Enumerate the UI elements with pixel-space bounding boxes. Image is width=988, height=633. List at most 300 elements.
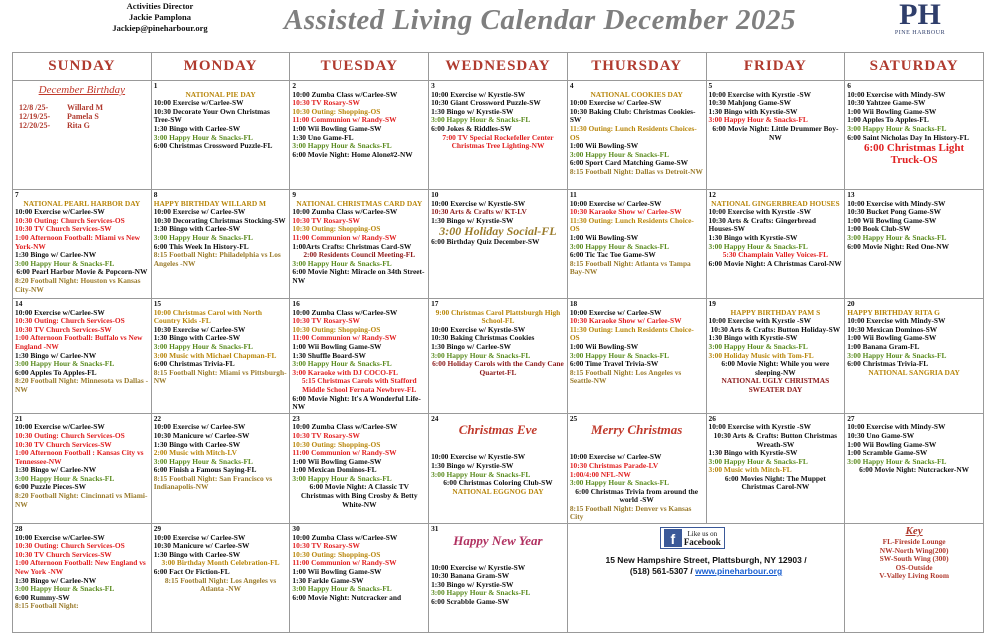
activity-item: 10:00 Exercise w/ Kyrstie-SW — [431, 89, 526, 99]
day-cell — [706, 413, 845, 523]
activity-item: 6:00 Saint Nicholas Day In History-FL — [847, 132, 969, 142]
activity-item: 1:30 Bingo w/ Carlee-NW — [15, 250, 97, 260]
day-number: 11 — [569, 190, 577, 199]
activity-item: 10:00 Exercise w/ Kyrstie-SW — [431, 452, 526, 462]
day-cell — [845, 190, 984, 299]
activity-item: 6:00 Puzzle Pieces-SW — [15, 482, 87, 492]
day-number: 16 — [292, 299, 300, 308]
activity-item: 3:00 Happy Hour & Snacks-FL — [569, 350, 670, 360]
activity-item: 6:00 Movie Night: A Classic TV Christmas with Bing Crosby & Betty White-NW — [300, 482, 418, 509]
day-number: 2 — [292, 81, 297, 90]
day-number: 18 — [569, 299, 578, 308]
day-cell — [567, 190, 706, 299]
activity-item: 10:30 Decorate Your Own Christmas Tree-SW — [153, 106, 270, 125]
activity-item: 11:30 Outing: Lunch Residents Choices-OS — [569, 123, 697, 142]
activity-item: 8:15 Football Night: Los Angeles vs Seattle-NW — [569, 367, 682, 386]
weekday-header-wednesday: WEDNESDAY — [429, 53, 568, 81]
activity-item: 6:00 This Week In History-FL — [153, 241, 249, 251]
activity-item: 6:00 Christmas Trivia-FL — [847, 359, 929, 369]
activity-item: 6:00 Christmas Trivia-FL — [153, 359, 235, 369]
activity-item: 11:00 Communion w/ Randy-SW — [292, 333, 397, 343]
day-number: 9 — [292, 190, 297, 199]
activity-item: 10:00 Exercise w/ Kyrstie-SW — [431, 324, 526, 334]
activity-item: 10:30 Manicure w/ Carlee-SW — [153, 430, 250, 440]
activity-item: 10:00 Exercise with Kyrstie -SW — [708, 316, 812, 326]
activity-item: 1:00 Scramble Game-SW — [847, 448, 928, 458]
weekday-header-friday: FRIDAY — [706, 53, 845, 81]
phone-line — [570, 566, 842, 577]
contact-role: Activities Director — [126, 1, 194, 11]
day-cell — [290, 524, 429, 633]
activity-item: 6:00 Movie Night: Nutcracker-NW — [859, 465, 970, 475]
activity-item: 3:00 Happy Hour & Snacks-FL — [15, 473, 115, 483]
activity-item: 10:00 Zumba Class w/Carlee-SW — [292, 207, 398, 217]
activity-item: 1:30 Bingo with Carlee-SW — [153, 549, 241, 559]
activity-item: 10:30 Arts & Crafts: Button Christmas Wreath-SW — [713, 430, 838, 449]
activity-item: 3:00 Holiday Social-FL — [439, 224, 557, 239]
activity-item: NATIONAL GINGERBREAD HOUSES — [711, 198, 840, 208]
activity-item: 3:00 Happy Hour & Snacks-FL — [292, 359, 392, 369]
activity-item: 10:30 TV Church Services-SW — [15, 324, 112, 334]
activity-item: 6:00 Tic Tac Toe Game-SW — [569, 250, 656, 260]
day-number: 12 — [708, 190, 716, 199]
key-item: NW-North Wing(200) — [879, 545, 949, 555]
activity-item: 1:30 Bingo w/ Carlee-NW — [15, 465, 97, 475]
activity-item: 3:00 Happy Hour & Snacks-FL — [569, 241, 670, 251]
weekday-header-monday: MONDAY — [151, 53, 290, 81]
activity-item: 10:00 Exercise w/ Carlee-SW — [153, 422, 246, 432]
activity-item: 6:00 Christmas Coloring Club-SW — [443, 478, 553, 488]
pine-harbour-logo — [880, 0, 960, 36]
activity-item: 5:30 Champlain Valley Voices-FL — [722, 250, 829, 260]
activity-item: 1:00 Wii Bowling Game-SW — [292, 567, 382, 577]
activity-item: 10:30 TV Rosary-SW — [292, 430, 360, 440]
activity-item: 10:30 TV Rosary-SW — [292, 541, 360, 551]
activity-item: 3:00 Happy Hour & Snacks-FL — [15, 258, 115, 268]
activity-item: 1:30 Bingo w/ Kyrstie-SW — [431, 579, 514, 589]
activity-item: 6:00 Movies Night: The Muppet Christmas Carol-NW — [724, 473, 826, 492]
activity-item: 10:00 Zumba Class w/Carlee-SW — [292, 422, 398, 432]
day-cell — [151, 524, 290, 633]
activity-item: 6:00 Jokes & Riddles-SW — [431, 123, 512, 133]
activity-item: 8:15 Football Night: Miami vs Pittsburgh-NW — [153, 367, 287, 386]
day-cell — [151, 299, 290, 414]
activity-item: 1:00 Wii Bowling Game-SW — [292, 341, 382, 351]
activity-item: 6:00 Movie Night: Little Drummer Boy-NW — [712, 123, 839, 142]
activity-item: NATIONAL PIE DAY — [185, 89, 256, 99]
day-number: 22 — [153, 413, 162, 423]
birthday-row — [15, 121, 149, 130]
day-number: 29 — [153, 524, 162, 534]
footer-info-cell — [567, 524, 844, 633]
activity-item: 3:00 Happy Hour & Snacks-FL — [708, 115, 808, 125]
activity-item: 3:00 Happy Hour & Snacks-FL — [153, 132, 253, 142]
activity-item: 10:30 Mahjong Game-SW — [708, 98, 792, 108]
activity-item: 10:00 Exercise w/Carlee-SW — [15, 422, 105, 432]
activity-item: 5:15 Christmas Carols with Stafford Middle School Fernata Newbrev-FL — [301, 376, 417, 394]
activity-item: 3:00 Happy Hour & Snacks-FL — [569, 149, 670, 159]
address-block — [570, 555, 842, 577]
activity-item: 10:00 Exercise w/Carlee-SW — [15, 307, 105, 317]
activity-item: 10:00 Exercise w/ Carlee-SW — [153, 207, 246, 217]
activity-item: 10:00 Exercise w/ Carlee-SW — [569, 307, 662, 317]
activity-item: 10:30 Karaoke Show w/ Carlee-SW — [569, 316, 682, 326]
activity-item: 8:15 Football Night: San Francisco vs Indianapolis-NW — [153, 473, 273, 492]
activity-item: 10:30 Karaoke Show w/ Carlee-SW — [569, 207, 682, 217]
activity-item: 1:30 Uno Game-FL — [292, 132, 354, 142]
activity-item: 3:00 Happy Hour & Snacks-FL — [847, 123, 947, 133]
activity-item: 6:00 Rummy-SW — [15, 592, 70, 602]
day-cell — [706, 190, 845, 299]
activity-item: 3:00 Karaoke with DJ COCO-FL — [292, 367, 398, 377]
activity-item: 1:30 Bingo w/ Kyrstie-SW — [431, 460, 514, 470]
day-cell — [845, 81, 984, 190]
day-number: 24 — [431, 413, 439, 423]
activity-item: 6:00 Apples To Apples-FL — [15, 367, 97, 377]
activity-item: 1:30 Farkle Game-SW — [292, 575, 364, 585]
activity-item: 11:00 Communion w/ Randy-SW — [292, 115, 397, 125]
day-cell — [706, 81, 845, 190]
activity-item: 1:00 Wii Bowling-SW — [569, 141, 639, 151]
weekday-header-saturday: SATURDAY — [845, 53, 984, 81]
activity-item: 10:30 Exercise w/ Carlee-SW — [153, 324, 246, 334]
day-number: 10 — [431, 190, 439, 199]
activity-item: 1:00 Wii Bowling Game-SW — [847, 106, 937, 116]
activity-item: 6:00 Christmas Light Truck-OS — [863, 142, 965, 167]
activity-item: 10:00 Exercise with Kyrstie -SW — [708, 89, 812, 99]
activity-item: NATIONAL EGGNOG DAY — [452, 486, 544, 496]
facebook-badge[interactable] — [660, 527, 725, 549]
activity-item: 10:30 Baking Club: Christmas Cookies-SW — [569, 106, 696, 125]
activity-item: 3:00 Happy Hour & Snacks-FL — [847, 456, 947, 466]
activity-item: 2:00 Residents Council Meeting-FL — [303, 250, 416, 260]
activity-item: 8:15 Football Night: Philadelphia vs Los Angeles -NW — [153, 250, 281, 268]
activity-item: 1:00 Book Club-SW — [847, 224, 911, 234]
activity-item: 3:00 Happy Hour & Snacks-FL — [431, 469, 531, 479]
week-row — [13, 524, 984, 633]
logo-text: PINE HARBOUR — [894, 30, 946, 36]
activity-item: 1:00 Afternoon Football: Buffalo vs New England -NW — [15, 333, 143, 351]
activity-item: 10:30 Mexican Dominos-SW — [847, 324, 938, 334]
activity-item: 3:00 Happy Hour & Snacks-FL — [292, 473, 392, 483]
activity-item: 6:00 Movie Night: While you were sleeping-NW — [721, 359, 830, 377]
activity-item: 6:00 Movie Night: Red One-NW — [847, 241, 950, 251]
activity-item: 10:00 Exercise with Kyrstie -SW — [708, 422, 812, 432]
activity-item: 10:00 Exercise w/Carlee-SW — [15, 532, 105, 542]
activity-item: 10:00 Exercise w/ Carlee-SW — [153, 532, 246, 542]
activity-item: 6:00 Movie Night: Nutcracker and — [292, 592, 402, 602]
calendar-grid — [12, 52, 984, 633]
activity-item: 10:00 Exercise with Mindy-SW — [847, 316, 946, 326]
key-cell — [845, 524, 984, 633]
activity-item: 10:00 Exercise w/ Kyrstie-SW — [431, 562, 526, 572]
activity-item: 3:00 Happy Hour & Snacks-FL — [292, 258, 392, 268]
key-item: OS-Outside — [895, 562, 933, 572]
page-title: Assisted Living Calendar December 2025 — [284, 4, 796, 36]
address-line: 15 New Hampshire Street, Plattsburgh, NY 12903 / — [605, 555, 807, 566]
activity-item: 3:00 Happy Hour & Snacks-FL — [569, 478, 670, 488]
birthday-row — [15, 103, 149, 112]
key-item: V-Valley Living Room — [879, 571, 950, 581]
activity-item: 1:00 Wii Bowling Game-SW — [847, 215, 937, 225]
day-number: 17 — [431, 299, 439, 308]
activity-item: 8:15 Football Night: Atlanta vs Tampa Bay-NW — [569, 258, 691, 277]
day-number: 25 — [569, 413, 578, 423]
activity-item: NATIONAL UGLY CHRISTMAS SWEATER DAY — [721, 376, 830, 394]
activity-item: 10:30 TV Church Services-SW — [15, 439, 112, 449]
weekday-header-row — [13, 53, 984, 81]
activity-item: 6:00 Finish a Famous Saying-FL — [153, 465, 257, 475]
activity-item: 6:00 Christmas Crossword Puzzle-FL — [153, 141, 273, 151]
activity-item: 11:30 Outing: Lunch Residents Choice-OS — [569, 215, 694, 234]
activity-item: HAPPY BIRTHDAY WILLARD M — [153, 198, 267, 208]
day-cell — [151, 413, 290, 523]
week-row — [13, 190, 984, 299]
activity-item: 6:00 Sport Card Matching Game-SW — [569, 158, 689, 168]
activity-item: 3:00 Happy Hour & Snacks-FL — [431, 350, 531, 360]
day-cell — [290, 299, 429, 414]
activity-item: 6:00 Movie Night: It's A Wonderful Life-NW — [292, 393, 421, 412]
activity-item: 10:30 Outing: Shopping-OS — [292, 439, 381, 449]
activity-item: 6:00 Movie Night: Home Alone#2-NW — [292, 149, 413, 159]
activity-item: 6:00 Holiday Carols with the Candy Cane Quartet-FL — [432, 359, 564, 377]
day-number: 7 — [15, 190, 19, 199]
day-number: 19 — [708, 299, 716, 308]
day-cell — [567, 81, 706, 190]
activity-item: 9:00 Christmas Carol Plattsburgh High School-FL — [435, 307, 561, 326]
activity-item: 10:30 Outing: Church Services-OS — [15, 215, 125, 225]
activity-item: NATIONAL CHRISTMAS CARD DAY — [296, 198, 423, 208]
activity-item: 10:00 Exercise w/ Carlee-SW — [569, 452, 662, 462]
activity-item: 1:00/4:00 NFL-NW — [569, 469, 631, 479]
activity-item: 10:00 Exercise w/ Kyrstie-SW — [431, 198, 526, 208]
day-number: 13 — [847, 190, 855, 199]
contact-info — [80, 1, 240, 34]
activity-item: 10:00 Christmas Carol with North Country Kids -FL — [153, 307, 262, 326]
activity-item: 1:00 Afternoon Football : Kansas City vs Tennessee-NW — [15, 448, 144, 466]
day-number: 8 — [153, 190, 158, 199]
key-item: SW-South Wing (300) — [879, 554, 949, 564]
activity-item: 8:20 Football Night: Minnesota vs Dallas -NW — [15, 376, 149, 394]
activity-item: 1:30 Bingo w/ Kyrstie-SW — [431, 106, 514, 116]
activity-item: 6:00 Scrabble Game-SW — [431, 597, 510, 607]
activity-item: NATIONAL SANGRIA DAY — [868, 367, 960, 377]
activity-item: 1:00 Wii Bowling-SW — [569, 232, 639, 242]
activity-item: 1:30 Bingo with Kyrstie-SW — [708, 333, 798, 343]
activity-item: 10:30 Uno Game-SW — [847, 430, 915, 440]
activity-item: 1:00 Wii Bowling Game-SW — [847, 333, 937, 343]
activity-item: 10:30 Arts & Crafts w/ KT-LV — [431, 207, 527, 217]
weekday-header-sunday: SUNDAY — [13, 53, 152, 81]
activity-item: 3:00 Happy Hour & Snacks-FL — [847, 232, 947, 242]
activity-item: 6:00 Pearl Harbor Movie & Popcorn-NW — [16, 267, 148, 277]
activity-item: 10:00 Exercise with Mindy-SW — [847, 422, 946, 432]
weekday-header-tuesday: TUESDAY — [290, 53, 429, 81]
activity-item: 10:30 Giant Crossword Puzzle-SW — [431, 98, 541, 108]
activity-item: 1:30 Bingo w/ Carlee-SW — [431, 341, 511, 351]
day-number: 4 — [569, 81, 574, 90]
activity-item: HAPPY BIRTHDAY RITA G — [847, 307, 940, 317]
activity-item: 6:00 Movie Night: Miracle on 34th Street-NW — [292, 267, 425, 285]
day-number: 26 — [708, 413, 716, 423]
birthday-name: Pamela S — [67, 111, 99, 121]
weekday-header-thursday: THURSDAY — [567, 53, 706, 81]
day-number: 30 — [292, 524, 300, 534]
activity-item: 10:00 Exercise w/Carlee-SW — [153, 98, 244, 108]
activity-item: 3:00 Music with Michael Chapman-FL — [153, 350, 277, 360]
activity-item: 1:30 Bingo with Carlee-SW — [153, 333, 241, 343]
activity-item: 11:00 Communion w/ Randy-SW — [292, 558, 397, 568]
contact-email[interactable]: Jackiep@pineharbour.org — [112, 23, 208, 33]
day-cell — [429, 190, 568, 299]
day-cell — [13, 413, 152, 523]
activity-item: 10:00 Exercise with Kyrstie -SW — [708, 207, 812, 217]
activity-item: 3:00 Happy Hour & Snacks-FL — [847, 350, 947, 360]
activity-item: 11:30 Outing: Lunch Residents Choice-OS — [569, 324, 694, 343]
activity-item: 11:00 Communion w/ Randy-SW — [292, 232, 397, 242]
activity-item: 10:00 Exercise with Mindy-SW — [847, 89, 946, 99]
day-cell — [706, 299, 845, 414]
day-cell — [567, 413, 706, 523]
day-cell — [13, 81, 152, 190]
activity-item: 8:15 Football Night: Dallas vs Detroit-NW — [569, 166, 703, 176]
activity-item: 1:30 Shuffle Board-SW — [292, 350, 366, 360]
day-number: 20 — [847, 299, 855, 308]
activity-item: 1:30 Bingo with Kyrstie-SW — [708, 106, 798, 116]
activity-item: 1:00 Wii Bowling Game-SW — [292, 456, 382, 466]
activity-item: 10:00 Zumba Class w/Carlee-SW — [292, 532, 398, 542]
day-cell — [290, 81, 429, 190]
activity-item: 10:30 Christmas Parade-LV — [569, 460, 659, 470]
day-cell — [151, 190, 290, 299]
activity-item: 1:00Arts Crafts: Christmas Card-SW — [292, 241, 412, 251]
day-cell — [429, 413, 568, 523]
activity-item: 10:30 Baking Christmas Cookies — [431, 333, 535, 343]
activity-item: HAPPY BIRTHDAY PAM S — [730, 307, 821, 317]
activity-item: 8:15 Football Night: — [15, 601, 79, 611]
birthday-name: Rita G — [67, 120, 90, 130]
activity-item: 3:00 Happy Hour & Snacks-FL — [708, 456, 808, 466]
activity-item: 1:30 Bingo with Kyrstie-SW — [708, 448, 798, 458]
day-cell — [845, 413, 984, 523]
activity-item: 6:00 Christmas Trivia from around the world -SW — [575, 486, 699, 505]
day-number: 31 — [431, 524, 439, 534]
activity-item: 10:30 TV Rosary-SW — [292, 215, 360, 225]
birthday-date: 12/20/25- — [19, 120, 51, 130]
activity-item: 10:30 Outing: Shopping-OS — [292, 224, 381, 234]
birthday-date: 12/8 /25- — [19, 102, 49, 112]
day-cell — [845, 299, 984, 414]
week-row — [13, 299, 984, 414]
activity-item: 3:00 Holiday Music with Tom-FL — [708, 350, 814, 360]
day-number: 23 — [292, 413, 300, 423]
activity-item: 10:30 Outing: Shopping-OS — [292, 106, 381, 116]
activity-item: 1:30 Bingo w/ Kyrstie-SW — [431, 215, 514, 225]
activity-item: 3:00 Happy Hour & Snacks-FL — [431, 588, 531, 598]
activity-item: 1:00 Afternoon Football: New England vs New York -NW — [15, 558, 146, 577]
activity-item: 3:00 Happy Hour & Snacks-FL — [292, 141, 392, 151]
day-number: 14 — [15, 299, 23, 308]
day-cell — [429, 81, 568, 190]
activity-item: 10:00 Exercise w/ Carlee-SW — [569, 98, 662, 108]
activity-item: 10:30 Outing: Church Services-OS — [15, 316, 125, 326]
day-cell — [290, 413, 429, 523]
activity-item: 6:00 Birthday Quiz December-SW — [431, 237, 540, 247]
facebook-line1: Like us on — [687, 530, 718, 539]
activity-item: 2:00 Music with Mitch-LV — [153, 448, 237, 458]
activity-item: 3:00 Happy Hour & Snacks-FL — [153, 232, 253, 242]
activity-item: 10:30 Yahtzee Game-SW — [847, 98, 926, 108]
activity-item: 1:00 Wii Bowling Game-SW — [292, 123, 382, 133]
activity-item: 6:00 Time Travel Trivia-SW — [569, 359, 659, 369]
activity-item: 7:00 TV Special Rockefeller Center Christmas Tree Lighting-NW — [442, 132, 554, 151]
day-number: 5 — [708, 81, 713, 90]
activity-item: 1:00 Afternoon Football: Miami vs New York-NW — [15, 232, 141, 251]
day-cell — [567, 299, 706, 414]
activity-item: 10:30 Arts & Crafts: Button Holiday-SW — [710, 324, 841, 334]
activity-item: 3:00 Happy Hour & Snacks-FL — [292, 584, 392, 594]
birthday-name: Willard M — [67, 102, 104, 112]
logo-mark: PH — [899, 0, 941, 31]
day-number: 27 — [847, 413, 855, 423]
activity-item: 1:00 Banana Gram-FL — [847, 341, 920, 351]
activity-item: NATIONAL COOKIES DAY — [590, 89, 683, 99]
activity-item: 3:00 Music with Mitch-FL — [708, 465, 792, 475]
activity-item: 10:00 Exercise w/Carlee-SW — [15, 207, 105, 217]
activity-item: 10:00 Exercise w/ Carlee-SW — [569, 198, 662, 208]
activity-item: 3:00 Birthday Month Celebration-FL — [161, 558, 280, 568]
holiday-art: Christmas Eve — [458, 422, 538, 438]
activity-item: 10:30 TV Church Services-SW — [15, 549, 112, 559]
activity-item: 10:30 Arts & Crafts: Gingerbread Houses-SW — [708, 215, 816, 234]
birthday-row — [15, 112, 149, 121]
day-cell — [290, 190, 429, 299]
day-cell — [13, 190, 152, 299]
activity-item: 8:15 Football Night: Los Angeles vs Atlanta -NW — [164, 575, 277, 594]
activity-item: 1:30 Bingo with Kyrstie-SW — [708, 232, 798, 242]
activity-item: 1:00 Wii Bowling Game-SW — [847, 439, 937, 449]
activity-item: 10:00 Zumba Class w/Carlee-SW — [292, 89, 398, 99]
activity-item: 3:00 Happy Hour & Snacks-FL — [153, 456, 253, 466]
activity-item: 10:30 Outing: Church Services-OS — [15, 541, 125, 551]
activity-item: 1:30 Bingo w/ Carlee-NW — [15, 575, 97, 585]
website-link[interactable]: www.pineharbour.org — [695, 566, 783, 577]
activity-item: 10:30 Decorating Christmas Stocking-SW — [153, 215, 286, 225]
activity-item: 10:30 TV Rosary-SW — [292, 316, 360, 326]
day-cell — [13, 299, 152, 414]
activity-item: 1:00 Apples To Apples-FL — [847, 115, 929, 125]
day-cell — [429, 524, 568, 633]
day-cell — [13, 524, 152, 633]
activity-item: 1:30 Bingo with Carlee-SW — [153, 224, 241, 234]
activity-item: 8:20 Football Night: Cincinnati vs Miami-NW — [15, 491, 148, 509]
day-cell — [151, 81, 290, 190]
activity-item: NATIONAL PEARL HARBOR DAY — [23, 198, 141, 208]
day-number: 1 — [153, 81, 158, 90]
activity-item: 10:30 Bucket Pong Game-SW — [847, 207, 942, 217]
activity-item: 6:00 Fact Or Fiction-FL — [153, 567, 230, 577]
activity-item: 10:30 Banana Gram-SW — [431, 571, 510, 581]
activity-item: 8:20 Football Night: Houston vs Kansas City-NW — [15, 275, 141, 294]
day-number: 15 — [153, 299, 162, 308]
activity-item: 1:30 Bingo with Carlee-SW — [153, 123, 241, 133]
activity-item: 3:00 Happy Hour & Snacks-FL — [15, 359, 115, 369]
week-row — [13, 413, 984, 523]
facebook-text — [684, 530, 721, 546]
activity-item: 10:30 Outing: Church Services-OS — [15, 430, 125, 440]
birthday-title: December Birthday — [38, 84, 126, 96]
activity-item: 3:00 Happy Hour & Snacks-FL — [15, 584, 115, 594]
